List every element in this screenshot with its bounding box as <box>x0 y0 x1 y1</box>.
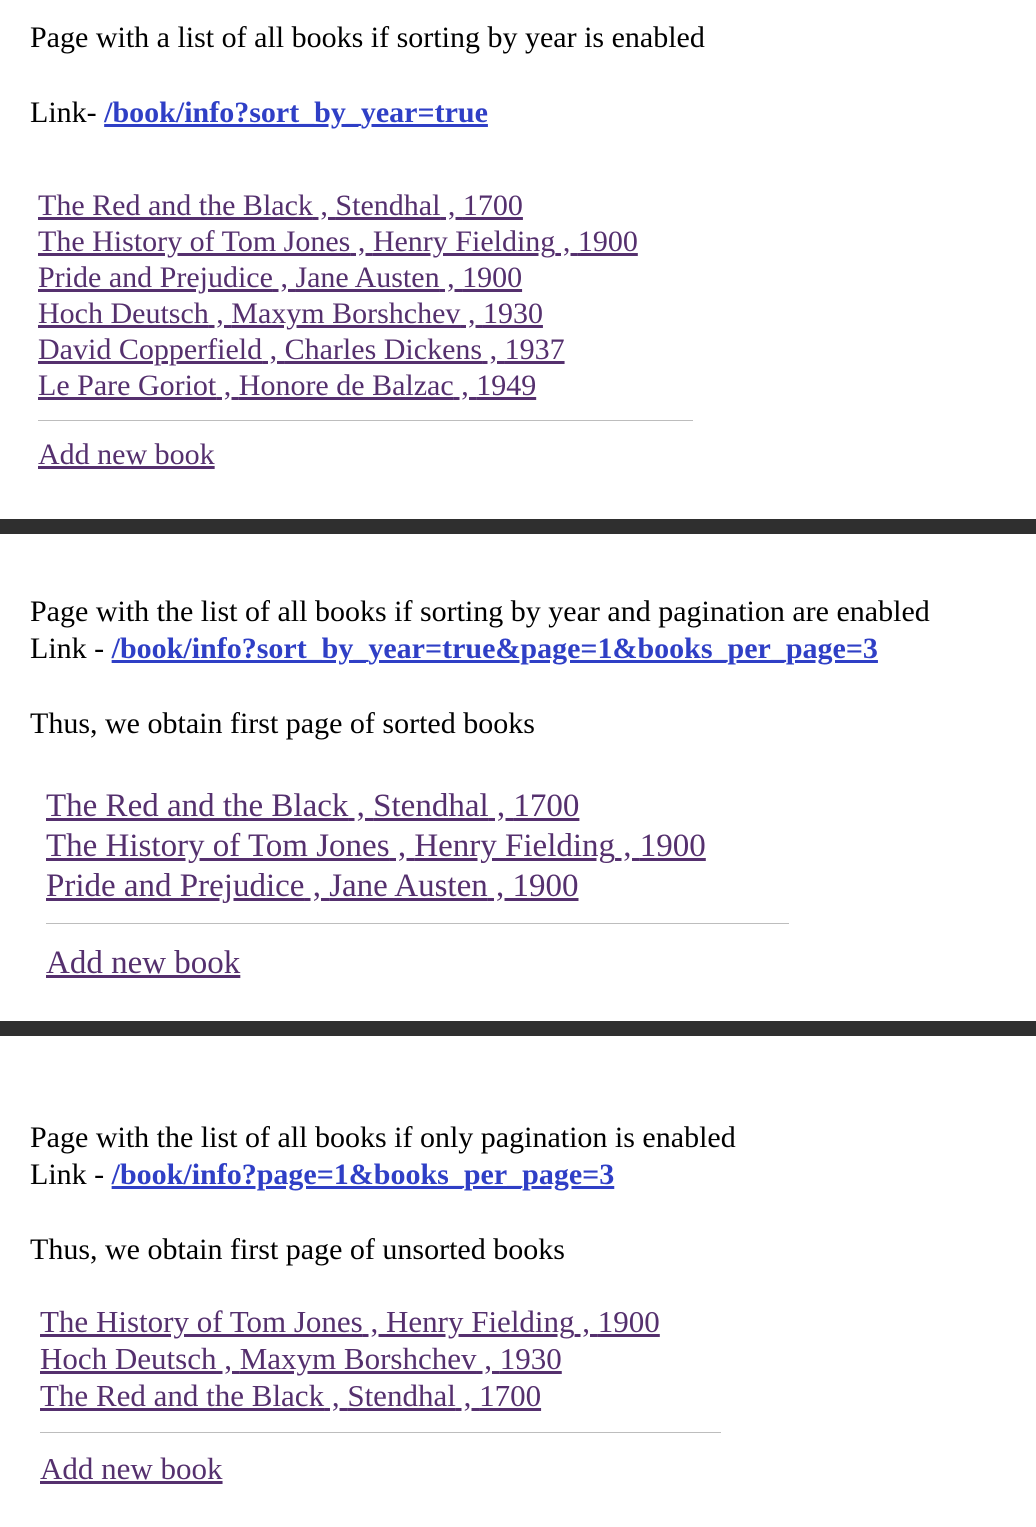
book-title-link[interactable]: The History of Tom Jones <box>46 828 390 864</box>
result-note: Thus, we obtain first page of sorted books <box>30 707 535 740</box>
section-divider <box>0 1021 1036 1036</box>
link-line <box>30 95 488 131</box>
separator: , <box>350 225 373 258</box>
horizontal-rule <box>38 420 693 421</box>
book-row <box>38 296 638 332</box>
book-year-link[interactable]: 1700 <box>462 189 523 222</box>
separator: , <box>482 333 505 366</box>
book-row <box>38 188 638 224</box>
book-row <box>40 1303 660 1340</box>
book-title-link[interactable]: Hoch Deutsch <box>40 1341 217 1376</box>
book-title-link[interactable]: David Copperfield <box>38 333 263 366</box>
separator: , <box>312 189 336 222</box>
endpoint-link[interactable]: /book/info?sort_by_year=true&page=1&books_per_page=3 <box>111 632 878 665</box>
link-prefix: Link - <box>30 632 105 665</box>
separator: , <box>324 1378 348 1413</box>
add-new-book-link[interactable]: Add new book <box>40 1451 223 1486</box>
add-new-book-link[interactable]: Add new book <box>38 438 215 471</box>
book-row <box>38 224 638 260</box>
book-row <box>46 826 706 866</box>
link-prefix: Link - <box>30 1158 105 1191</box>
book-list <box>38 188 638 404</box>
book-row <box>46 786 706 826</box>
result-note: Thus, we obtain first page of unsorted books <box>30 1233 565 1266</box>
separator: , <box>216 1341 240 1376</box>
horizontal-rule <box>46 923 789 924</box>
book-author-link[interactable]: Jane Austen <box>295 261 440 294</box>
book-title-link[interactable]: Pride and Prejudice <box>38 261 273 294</box>
section-title: Page with the list of all books if sorting by year and pagination are enabled <box>30 595 930 628</box>
book-author-link[interactable]: Henry Fielding <box>414 828 616 864</box>
book-author-link[interactable]: Maxym Borshchev <box>239 1341 477 1376</box>
book-list <box>46 786 706 906</box>
book-row <box>40 1377 660 1414</box>
separator: , <box>453 369 477 402</box>
book-author-link[interactable]: Honore de Balzac <box>238 369 454 402</box>
book-title-link[interactable]: The History of Tom Jones <box>40 1304 363 1339</box>
book-row <box>46 866 706 906</box>
separator: , <box>389 828 415 864</box>
book-author-link[interactable]: Charles Dickens <box>284 333 483 366</box>
link-prefix: Link- <box>30 96 97 129</box>
book-year-link[interactable]: 1930 <box>499 1341 562 1376</box>
endpoint-link[interactable]: /book/info?page=1&books_per_page=3 <box>111 1158 615 1191</box>
book-title-link[interactable]: The Red and the Black <box>38 189 313 222</box>
book-year-link[interactable]: 1700 <box>479 1378 542 1413</box>
section-divider <box>0 519 1036 534</box>
horizontal-rule <box>40 1432 721 1433</box>
book-title-link[interactable]: Pride and Prejudice <box>46 868 305 904</box>
separator: , <box>574 1304 598 1339</box>
book-year-link[interactable]: 1949 <box>476 369 537 402</box>
separator: , <box>216 369 239 402</box>
book-year-link[interactable]: 1900 <box>639 828 706 864</box>
book-row <box>38 368 638 404</box>
separator: , <box>488 788 514 824</box>
separator: , <box>476 1341 500 1376</box>
section-title: Page with the list of all books if only pagination is enabled <box>30 1121 736 1154</box>
separator: , <box>487 868 513 904</box>
book-title-link[interactable]: Hoch Deutsch <box>38 297 209 330</box>
separator: , <box>362 1304 386 1339</box>
separator: , <box>262 333 285 366</box>
book-title-link[interactable]: The Red and the Black <box>40 1378 325 1413</box>
book-year-link[interactable]: 1900 <box>462 261 523 294</box>
separator: , <box>208 297 232 330</box>
endpoint-link[interactable]: /book/info?sort_by_year=true <box>104 96 488 129</box>
separator: , <box>460 297 483 330</box>
link-line <box>30 631 878 667</box>
book-author-link[interactable]: Stendhal <box>347 1378 456 1413</box>
separator: , <box>348 788 374 824</box>
separator: , <box>440 189 463 222</box>
book-row <box>40 1340 660 1377</box>
separator: , <box>455 1378 480 1413</box>
book-year-link[interactable]: 1937 <box>504 333 565 366</box>
book-author-link[interactable]: Henry Fielding <box>385 1304 575 1339</box>
book-author-link[interactable]: Henry Fielding <box>372 225 556 258</box>
separator: , <box>272 261 296 294</box>
book-author-link[interactable]: Stendhal <box>373 788 489 824</box>
book-year-link[interactable]: 1930 <box>482 297 543 330</box>
separator: , <box>439 261 463 294</box>
separator: , <box>555 225 578 258</box>
separator: , <box>615 828 640 864</box>
book-author-link[interactable]: Jane Austen <box>329 868 488 904</box>
add-new-book-link[interactable]: Add new book <box>46 945 241 981</box>
link-line <box>30 1157 614 1193</box>
book-list <box>40 1303 660 1414</box>
section-title: Page with a list of all books if sorting by year is enabled <box>30 21 705 54</box>
book-row <box>38 332 638 368</box>
book-author-link[interactable]: Maxym Borshchev <box>231 297 461 330</box>
book-year-link[interactable]: 1900 <box>512 868 579 904</box>
book-title-link[interactable]: Le Pare Goriot <box>38 369 217 402</box>
book-title-link[interactable]: The History of Tom Jones <box>38 225 351 258</box>
book-year-link[interactable]: 1700 <box>513 788 580 824</box>
book-year-link[interactable]: 1900 <box>597 1304 660 1339</box>
book-title-link[interactable]: The Red and the Black <box>46 788 349 824</box>
book-row <box>38 260 638 296</box>
book-year-link[interactable]: 1900 <box>577 225 638 258</box>
separator: , <box>304 868 330 904</box>
book-author-link[interactable]: Stendhal <box>335 189 441 222</box>
